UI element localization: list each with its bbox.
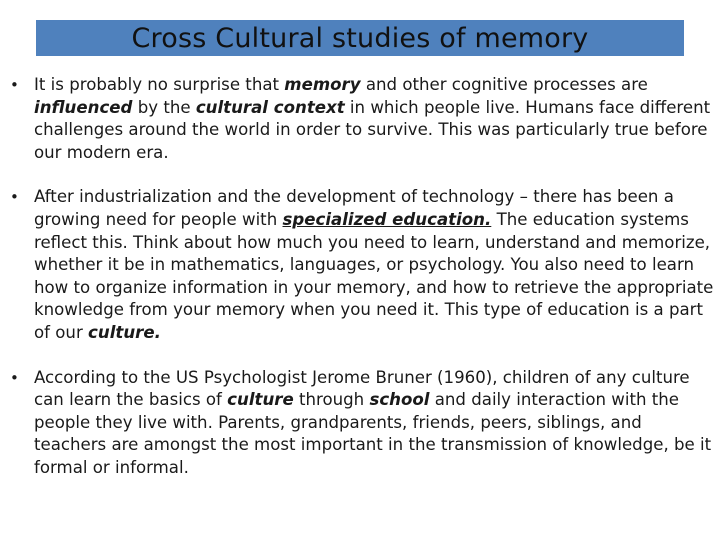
bullet-run: by the: [132, 97, 196, 117]
bullet-text: [34, 368, 711, 477]
bullet-text: [34, 75, 710, 162]
bullet-icon: •: [10, 368, 19, 387]
bullet-run: According to the US Psychologist Jerome Bruner (1960), children of any culture can learn the basics of: [34, 367, 690, 410]
bullet-run: and daily interaction with the people they live with. Parents, grandparents, friends, peers, siblings, and teachers are amongst the most important in the transmission of knowledge, be it formal or informal.: [34, 390, 712, 477]
bullet-run: It is probably no surprise that: [34, 75, 285, 94]
slide-title: Cross Cultural studies of memory: [131, 22, 589, 54]
bullet-text: [34, 187, 713, 342]
bullet-list: [8, 74, 714, 480]
title-banner: [36, 20, 684, 56]
bullet-run-emphasis: school: [369, 390, 430, 410]
bullet-run-emphasis-underlined: specialized education.: [282, 209, 492, 229]
bullet-run-emphasis: memory: [284, 75, 361, 94]
bullet-icon: •: [10, 188, 19, 207]
bullet-run-emphasis: influenced: [34, 97, 133, 117]
bullet-run: through: [293, 390, 370, 410]
bullet-run: After industrialization and the development of technology – there has been a growing need for people with: [34, 187, 674, 229]
bullet-run-emphasis: culture: [227, 390, 294, 410]
bullet-run: in which people live. Humans face different challenges around the world in order to survive. This was particularly true before our modern era.: [34, 97, 711, 162]
bullet-run: and other cognitive processes are: [360, 75, 648, 94]
bullet-run: The education systems reflect this. Think about how much you need to learn, understand and memorize, whether it be in mathematics, languages, or psychology. You also need to learn how to organize information in your memory, and how to retrieve the appropriate knowledge from your memory when you need it. This type of education is a part of our: [34, 209, 714, 342]
bullet-item: [8, 74, 714, 164]
bullet-run-emphasis: culture.: [88, 322, 161, 342]
bullet-item: [8, 186, 714, 344]
bullet-run-emphasis: cultural context: [195, 97, 345, 117]
bullet-item: [8, 367, 714, 480]
bullet-icon: •: [10, 76, 19, 94]
